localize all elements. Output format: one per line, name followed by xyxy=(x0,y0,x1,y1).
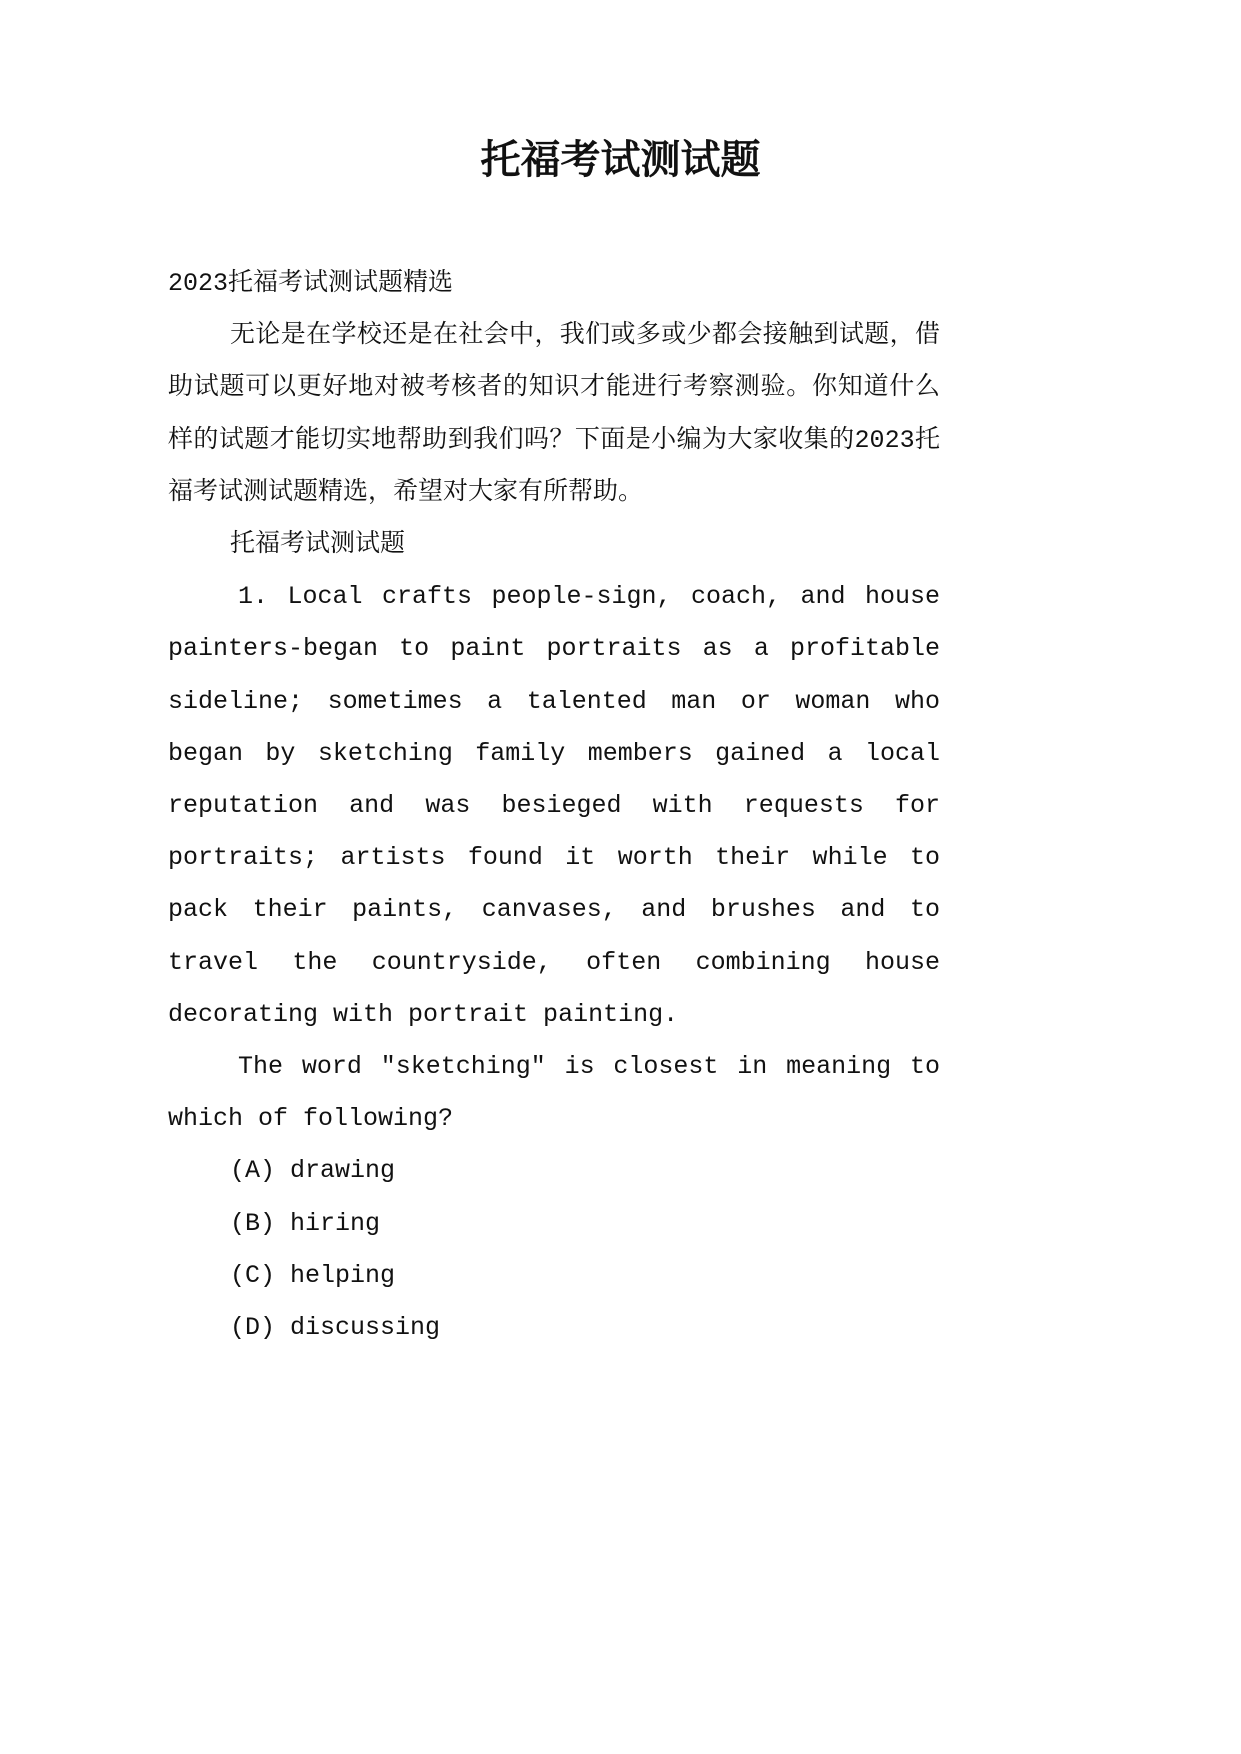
option-a: (A) drawing xyxy=(230,1156,396,1186)
document-title: 托福考试测试题 xyxy=(480,136,761,183)
question-prompt: The word "sketching" is closest in meaning to which of following? xyxy=(168,1052,940,1134)
section-heading: 托福考试测试题 xyxy=(230,530,406,560)
document-body xyxy=(168,258,940,1354)
question-passage: 1. Local crafts people-sign, coach, and house painters-began to paint portraits as a profitable sideline; sometimes a talented man or woman who began by sketching family members gained a local reputation and was besieged with requests for portraits; artists found it worth their while to pack their paints, canvases, and brushes and to travel the countryside, often combining house decorating with portrait painting. xyxy=(168,582,940,1029)
subtitle: 2023托福考试测试题精选 xyxy=(168,269,454,298)
option-b: (B) hiring xyxy=(230,1208,381,1238)
option-d: (D) discussing xyxy=(230,1313,441,1343)
intro-paragraph: 无论是在学校还是在社会中，我们或多或少都会接触到试题，借助试题可以更好地对被考核者的知识才能进行考察测验。你知道什么样的试题才能切实地帮助到我们吗？下面是小编为大家收集的2023托福考试测试题精选，希望对大家有所帮助。 xyxy=(168,321,940,507)
option-c: (C) helping xyxy=(230,1260,396,1290)
